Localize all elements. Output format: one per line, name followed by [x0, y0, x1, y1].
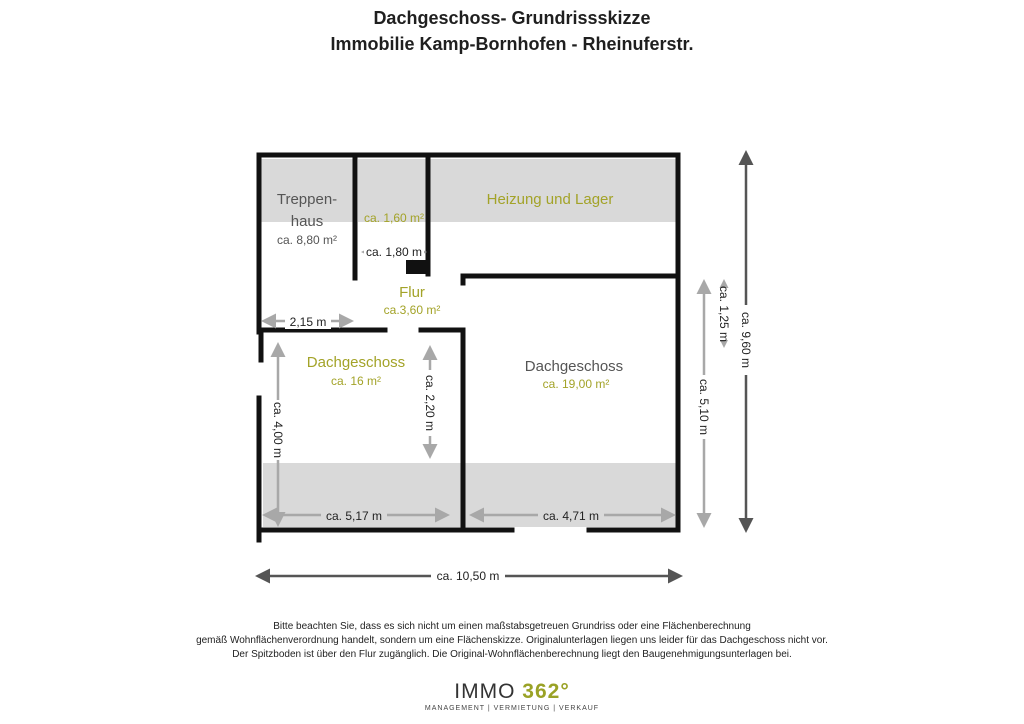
dim-label-1-25: ca. 1,25 m	[717, 285, 731, 343]
dim-label-9-60: ca. 9,60 m	[739, 311, 753, 369]
dachgeschoss-1-area: ca. 16 m²	[330, 374, 382, 388]
flur-area: ca.3,60 m²	[383, 303, 441, 317]
dachgeschoss-1-label: Dachgeschoss	[306, 354, 406, 371]
logo-subtitle: MANAGEMENT | VERMIETUNG | VERKAUF	[424, 705, 600, 712]
flur-label: Flur	[399, 284, 425, 301]
logo-text: IMMO	[454, 680, 516, 703]
dim-label-5-10: ca. 5,10 m	[697, 378, 711, 436]
title-line-1: Dachgeschoss- Grundrissskizze	[373, 8, 651, 28]
title-line-2: Immobilie Kamp-Bornhofen - Rheinuferstr.	[330, 34, 694, 54]
dim-label-4-71: ca. 4,71 m	[542, 509, 600, 523]
small-room-area: ca. 1,60 m²	[363, 211, 425, 225]
dachgeschoss-2-area: ca. 19,00 m²	[542, 377, 610, 391]
treppenhaus-area: ca. 8,80 m²	[276, 233, 338, 247]
disclaimer-line-1: Bitte beachten Sie, dass es sich nicht um einen maßstabsgetreuen Grundriss oder eine Flächenberechnung	[273, 621, 751, 632]
dim-label-1-80: ca. 1,80 m	[365, 245, 423, 259]
dim-label-2-15: 2,15 m	[289, 315, 327, 329]
dim-label-4-00: ca. 4,00 m	[271, 401, 285, 459]
dim-label-10-50: ca. 10,50 m	[436, 569, 500, 583]
disclaimer-line-3: Der Spitzboden ist über den Flur zugänglich. Die Original-Wohnflächenberechnung liegt den Baugenehmigungsunterlagen bei.	[232, 649, 792, 660]
treppenhaus-label-2: haus	[290, 213, 324, 230]
treppenhaus-label-1: Treppen-	[276, 191, 338, 208]
heizung-label: Heizung und Lager	[486, 191, 614, 208]
dachgeschoss-2-label: Dachgeschoss	[524, 358, 624, 375]
disclaimer-line-2: gemäß Wohnflächenverordnung handelt, sondern um eine Flächenskizze. Originalunterlagen liegen uns leider für das Dachgeschoss nicht vor.	[196, 635, 828, 646]
dim-label-5-17: ca. 5,17 m	[325, 509, 383, 523]
company-logo	[0, 680, 1024, 712]
chimney-block	[406, 260, 428, 274]
logo-accent: 362°	[522, 680, 570, 703]
dim-label-2-20: ca. 2,20 m	[423, 374, 437, 432]
